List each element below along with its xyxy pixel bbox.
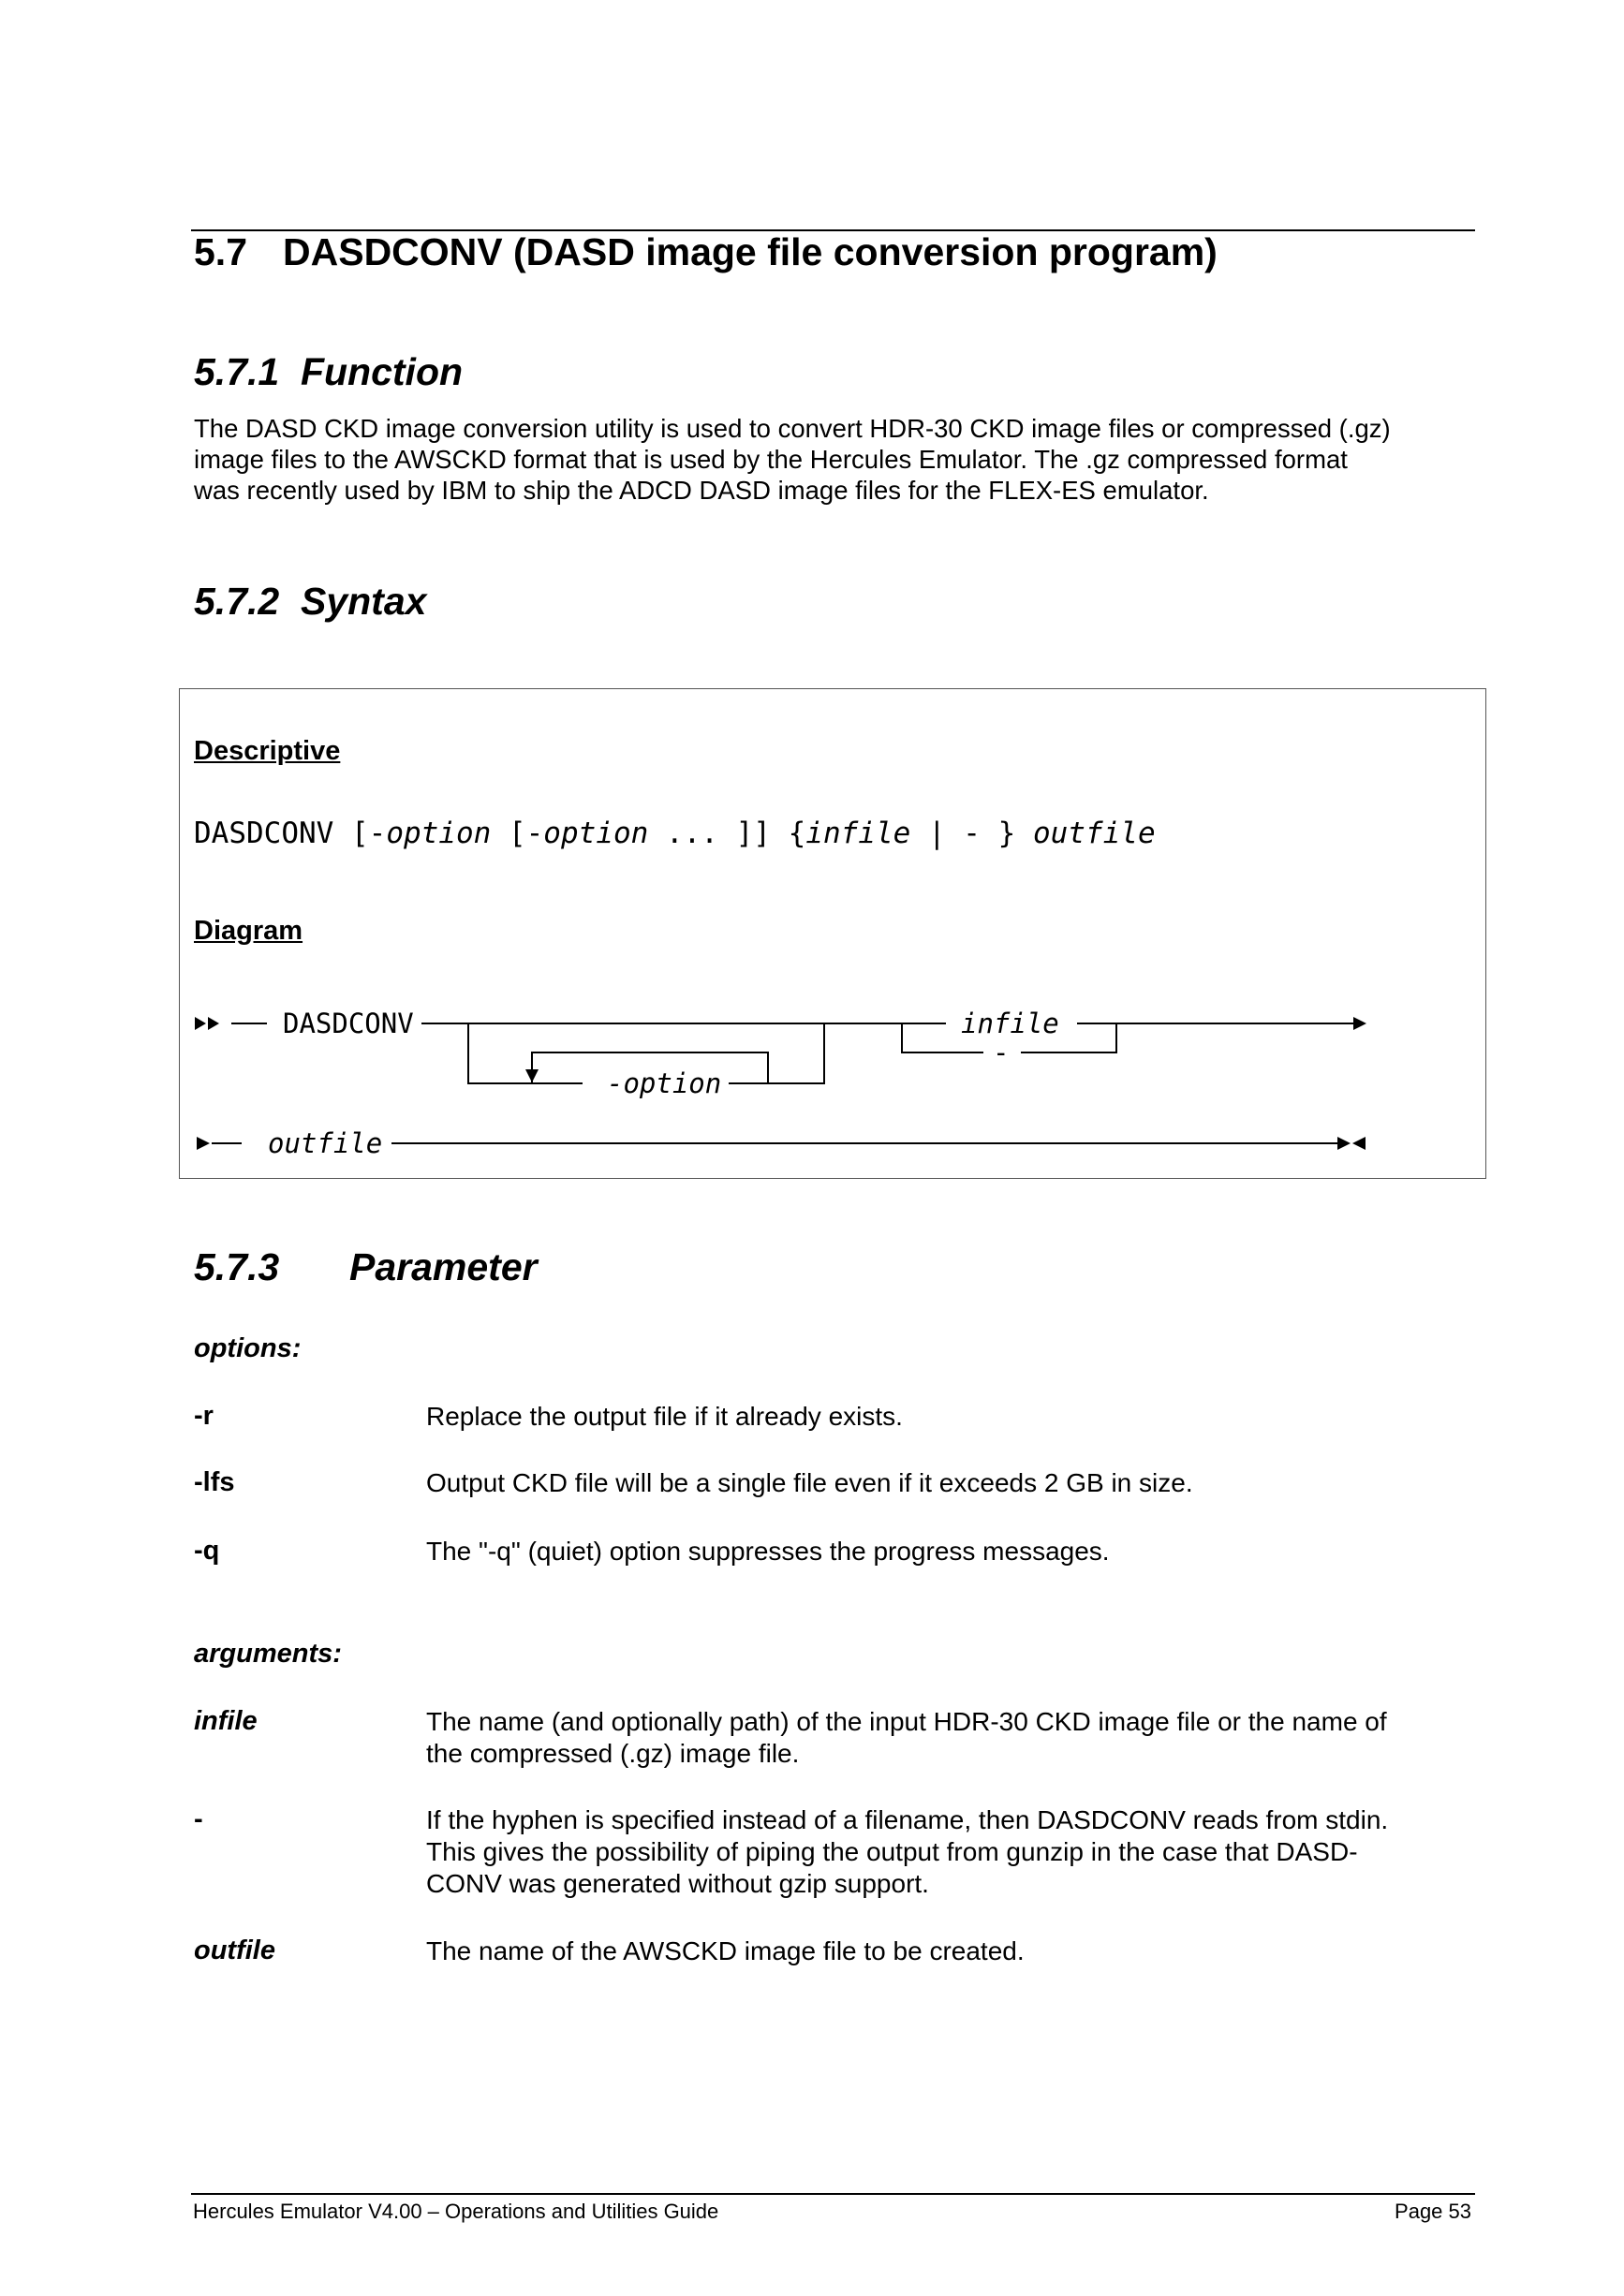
syntax-bar: | [927,817,946,850]
footer-title: Hercules Emulator V4.00 – Operations and Utilities Guide [193,2200,719,2223]
function-line-2: image files to the AWSCKD format that is used by the Hercules Emulator. The .gz compressed format [194,445,1348,474]
parameter-heading-number: 5.7.3 [194,1245,280,1288]
option-term: -q [194,1536,220,1566]
syntax-outfile: outfile [1032,817,1156,850]
diagram-outfile: outfile [268,1127,383,1159]
diagram-option: -option [607,1067,722,1099]
argument-desc-line: The name (and optionally path) of the input HDR-30 CKD image file or the name of [426,1707,1387,1736]
option-desc: The "-q" (quiet) option suppresses the progress messages. [426,1537,1110,1566]
start-arrow-icon [195,1017,206,1030]
argument-desc-line: the compressed (.gz) image file. [426,1739,800,1768]
diagram-infile: infile [961,1008,1059,1039]
end-arrow-icon [1352,1137,1366,1150]
syntax-bracket: [- [508,817,544,850]
argument-term: infile [194,1706,258,1736]
diagram-label: Diagram [194,916,303,946]
argument-desc-line: If the hyphen is specified instead of a filename, then DASDCONV reads from stdin. [426,1805,1389,1834]
section-title-text: DASDCONV (DASD image file conversion program) [283,230,1218,273]
argument-desc [426,1935,1475,1967]
loop-arrow-icon [525,1069,539,1082]
continue-arrow-icon [197,1137,210,1150]
railroad-lines [212,1023,1364,1143]
syntax-dash: - [963,817,981,850]
argument-desc-line: This gives the possibility of piping the output from gunzip in the case that DASD- [426,1837,1358,1866]
syntax-heading: 5.7.2 Syntax [194,580,427,623]
continue-arrow-icon [1353,1017,1366,1030]
options-label: options: [194,1333,302,1363]
diagram-cmd: DASDCONV [283,1008,414,1039]
argument-desc-line: The name of the AWSCKD image file to be created. [426,1936,1025,1965]
parameter-heading-title: Parameter [349,1245,538,1288]
syntax-ellipsis: ... [665,817,718,850]
option-term: -lfs [194,1467,235,1497]
function-line-3: was recently used by IBM to ship the ADCD DASD image files for the FLEX-ES emulator. [194,476,1209,505]
argument-term: outfile [194,1935,275,1965]
end-arrow-icon [1337,1137,1351,1150]
argument-desc [426,1706,1475,1770]
page-number: Page 53 [1395,2200,1471,2223]
option-desc: Replace the output file if it already exists. [426,1402,903,1431]
argument-term: - [194,1804,203,1834]
option-desc: Output CKD file will be a single file even if it exceeds 2 GB in size. [426,1468,1193,1497]
syntax-bracket: ]] [735,817,771,850]
footer-rule [191,2193,1475,2195]
syntax-option-1: option [386,817,492,850]
section-number: 5.7 [194,230,247,273]
function-heading: 5.7.1 Function [194,350,464,393]
syntax-brace: { [788,817,806,850]
syntax-cmd: DASDCONV [194,817,334,850]
function-line-1: The DASD CKD image conversion utility is used to convert HDR-30 CKD image files or compressed (.gz) [194,414,1391,443]
syntax-bracket: [- [350,817,387,850]
syntax-infile: infile [805,817,911,850]
arguments-label: arguments: [194,1639,342,1669]
option-term: -r [194,1401,214,1431]
syntax-brace: } [997,817,1016,850]
start-arrow-icon [208,1017,219,1030]
argument-desc-line: CONV was generated without gzip support. [426,1869,929,1898]
parameter-heading [194,1245,538,1289]
syntax-option-2: option [543,817,649,850]
descriptive-label: Descriptive [194,736,341,766]
argument-desc [426,1804,1475,1900]
diagram-dash: - [993,1037,1010,1068]
